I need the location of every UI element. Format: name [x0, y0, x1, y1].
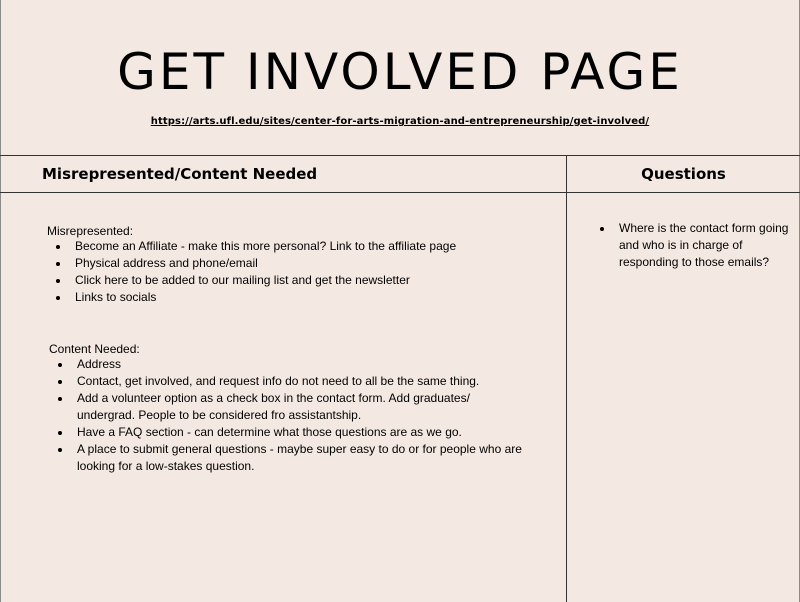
list-item: Have a FAQ section - can determine what those questions are as we go.: [58, 424, 528, 441]
list-item: A place to submit general questions - maybe super easy to do or for people who are looking for a low-stakes question.: [58, 441, 528, 475]
content-needed-label: Content Needed:: [49, 342, 140, 356]
list-item: Click here to be added to our mailing list and get the newsletter: [56, 272, 556, 289]
column-header-misrepresented-content: Misrepresented/Content Needed: [42, 165, 318, 183]
content-needed-list: [58, 356, 528, 475]
list-item: Where is the contact form going and who is in charge of responding to those emails?: [600, 220, 790, 271]
header-row-divider: [0, 192, 800, 193]
questions-list: [600, 220, 790, 271]
page-url-link[interactable]: https://arts.ufl.edu/sites/center-for-arts-migration-and-entrepreneurship/get-involved/: [150, 116, 650, 127]
list-item: Address: [58, 356, 528, 373]
list-item: Links to socials: [56, 289, 556, 306]
list-item: Become an Affiliate - make this more personal? Link to the affiliate page: [56, 238, 556, 255]
table-top-border: [0, 155, 800, 156]
column-header-questions: Questions: [641, 165, 726, 183]
list-item: Contact, get involved, and request info do not need to all be the same thing.: [58, 373, 528, 390]
misrepresented-label: Misrepresented:: [47, 224, 134, 238]
column-divider: [566, 155, 567, 602]
page-title: GET INVOLVED PAGE: [117, 43, 683, 101]
misrepresented-list: [56, 238, 556, 306]
list-item: Add a volunteer option as a check box in the contact form. Add graduates/ undergrad. People to be considered fro assistantship.: [58, 390, 528, 424]
list-item: Physical address and phone/email: [56, 255, 556, 272]
